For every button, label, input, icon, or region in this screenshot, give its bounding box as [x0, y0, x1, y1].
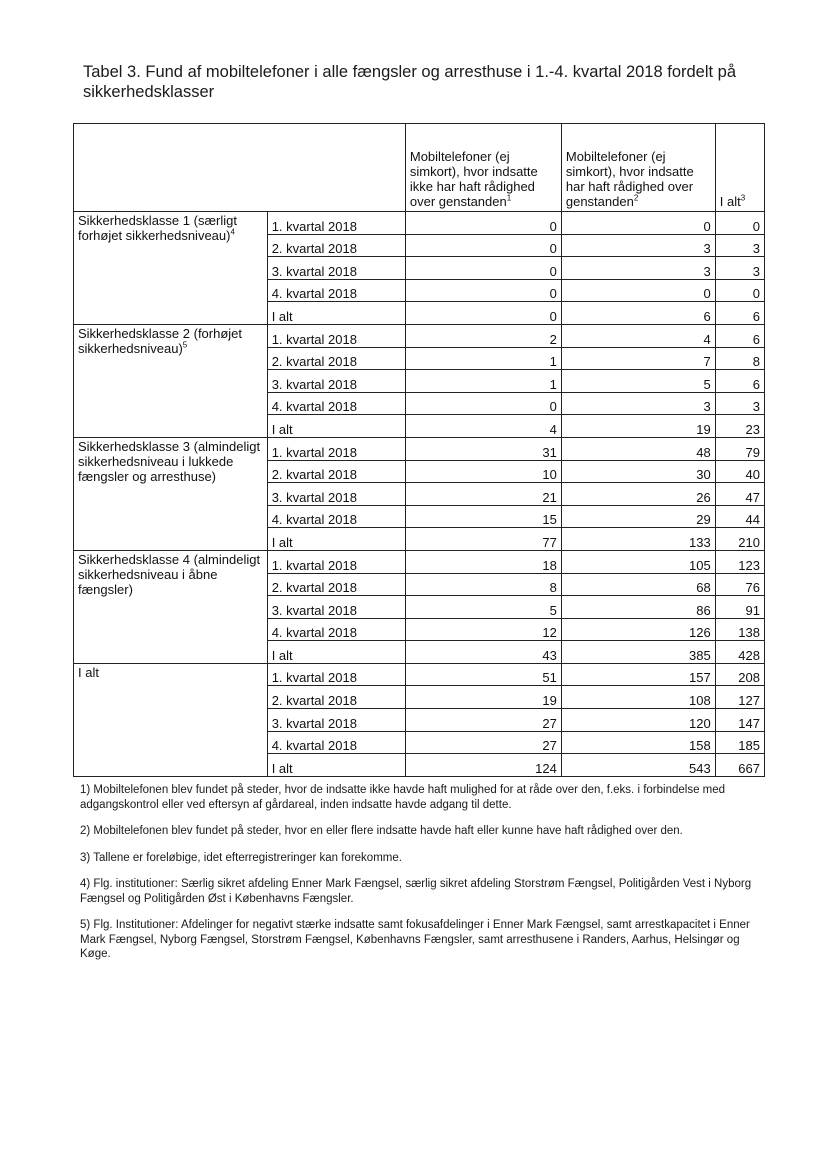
- footnote: 4) Flg. institutioner: Særlig sikret afdeling Enner Mark Fængsel, særlig sikret afdeling Storstrøm Fængsel, Politigården Vest i Nyborg Fængsel og Politigården Øst i Københavns Fængsler.: [80, 878, 752, 905]
- count-available-cell: 133: [561, 528, 715, 551]
- count-available-cell: 6: [561, 302, 715, 325]
- period-cell: I alt: [267, 641, 405, 664]
- count-available-cell: 3: [561, 257, 715, 280]
- footnotes: [80, 783, 770, 974]
- count-not-available-cell: 0: [405, 212, 561, 235]
- header-empty-cell: [74, 124, 406, 212]
- count-total-cell: 8: [715, 347, 764, 370]
- table-row: [74, 550, 765, 573]
- count-available-cell: 7: [561, 347, 715, 370]
- data-table: [73, 123, 765, 777]
- period-cell: 4. kvartal 2018: [267, 731, 405, 754]
- table-row: [74, 324, 765, 347]
- count-not-available-cell: 10: [405, 460, 561, 483]
- count-available-cell: 26: [561, 483, 715, 506]
- count-not-available-cell: 12: [405, 618, 561, 641]
- table-row: [74, 212, 765, 235]
- count-available-cell: 5: [561, 370, 715, 393]
- count-total-cell: 0: [715, 279, 764, 302]
- table-row: [74, 663, 765, 686]
- page-title: Tabel 3. Fund af mobiltelefoner i alle fængsler og arresthuse i 1.-4. kvartal 2018 fordelt på sikkerhedsklasser: [83, 63, 737, 101]
- period-cell: 1. kvartal 2018: [267, 324, 405, 347]
- period-cell: 3. kvartal 2018: [267, 596, 405, 619]
- count-total-cell: 3: [715, 234, 764, 257]
- count-total-cell: 185: [715, 731, 764, 754]
- count-available-cell: 4: [561, 324, 715, 347]
- period-cell: 2. kvartal 2018: [267, 686, 405, 709]
- count-available-cell: 19: [561, 415, 715, 438]
- period-cell: 2. kvartal 2018: [267, 347, 405, 370]
- count-total-cell: 23: [715, 415, 764, 438]
- count-not-available-cell: 31: [405, 437, 561, 460]
- count-total-cell: 79: [715, 437, 764, 460]
- header-col-not-available: Mobiltelefoner (ej simkort), hvor indsatte ikke har haft rådighed over genstanden$^1$: [405, 124, 561, 212]
- count-total-cell: 428: [715, 641, 764, 664]
- count-not-available-cell: 5: [405, 596, 561, 619]
- count-not-available-cell: 18: [405, 550, 561, 573]
- count-not-available-cell: 0: [405, 279, 561, 302]
- count-available-cell: 543: [561, 754, 715, 777]
- count-available-cell: 68: [561, 573, 715, 596]
- period-cell: 1. kvartal 2018: [267, 212, 405, 235]
- count-not-available-cell: 51: [405, 663, 561, 686]
- period-cell: 4. kvartal 2018: [267, 618, 405, 641]
- count-available-cell: 158: [561, 731, 715, 754]
- header-col-available: Mobiltelefoner (ej simkort), hvor indsatte har haft rådighed over genstanden$^2$: [561, 124, 715, 212]
- count-not-available-cell: 0: [405, 392, 561, 415]
- count-not-available-cell: 0: [405, 257, 561, 280]
- count-available-cell: 0: [561, 212, 715, 235]
- count-total-cell: 3: [715, 392, 764, 415]
- count-total-cell: 210: [715, 528, 764, 551]
- period-cell: 1. kvartal 2018: [267, 437, 405, 460]
- count-total-cell: 208: [715, 663, 764, 686]
- count-total-cell: 6: [715, 324, 764, 347]
- count-not-available-cell: 0: [405, 234, 561, 257]
- group-label-cell: Sikkerhedsklasse 1 (særligt forhøjet sikkerhedsniveau)$^4$: [74, 212, 268, 325]
- count-total-cell: 91: [715, 596, 764, 619]
- count-not-available-cell: 21: [405, 483, 561, 506]
- count-available-cell: 157: [561, 663, 715, 686]
- period-cell: 3. kvartal 2018: [267, 257, 405, 280]
- count-not-available-cell: 77: [405, 528, 561, 551]
- footnote: 5) Flg. Institutioner: Afdelinger for negativt stærke indsatte samt fokusafdelinger i Enner Mark Fængsel, samt arrestkapacitet i Enner Mark Fængsel, Nyborg Fængsel, Storstrøm Fængsel, Københavns Fængsler, samt arresthusene i Randers, Aarhus, Helsingør og Køge.: [80, 919, 750, 960]
- count-total-cell: 76: [715, 573, 764, 596]
- count-not-available-cell: 124: [405, 754, 561, 777]
- count-available-cell: 30: [561, 460, 715, 483]
- count-not-available-cell: 43: [405, 641, 561, 664]
- period-cell: 1. kvartal 2018: [267, 550, 405, 573]
- period-cell: 2. kvartal 2018: [267, 234, 405, 257]
- count-available-cell: 108: [561, 686, 715, 709]
- count-available-cell: 3: [561, 234, 715, 257]
- count-available-cell: 126: [561, 618, 715, 641]
- period-cell: 2. kvartal 2018: [267, 573, 405, 596]
- count-not-available-cell: 27: [405, 709, 561, 732]
- period-cell: 4. kvartal 2018: [267, 505, 405, 528]
- count-total-cell: 44: [715, 505, 764, 528]
- count-available-cell: 0: [561, 279, 715, 302]
- count-not-available-cell: 4: [405, 415, 561, 438]
- period-cell: 2. kvartal 2018: [267, 460, 405, 483]
- period-cell: 3. kvartal 2018: [267, 370, 405, 393]
- period-cell: 4. kvartal 2018: [267, 392, 405, 415]
- period-cell: 4. kvartal 2018: [267, 279, 405, 302]
- count-available-cell: 385: [561, 641, 715, 664]
- count-not-available-cell: 19: [405, 686, 561, 709]
- period-cell: I alt: [267, 415, 405, 438]
- count-total-cell: 6: [715, 302, 764, 325]
- period-cell: I alt: [267, 754, 405, 777]
- count-not-available-cell: 27: [405, 731, 561, 754]
- count-not-available-cell: 15: [405, 505, 561, 528]
- footnote: 1) Mobiltelefonen blev fundet på steder, hvor de indsatte ikke havde haft mulighed for at råde over den, f.eks. i forbindelse med adgangskontrol eller ved eftersyn af gårdareal, inden indsatte havde adgang til dette.: [80, 784, 726, 811]
- count-available-cell: 48: [561, 437, 715, 460]
- count-total-cell: 147: [715, 709, 764, 732]
- count-total-cell: 667: [715, 754, 764, 777]
- count-not-available-cell: 1: [405, 347, 561, 370]
- footnote: 3) Tallene er foreløbige, idet efterregistreringer kan forekomme.: [80, 851, 402, 864]
- count-total-cell: 47: [715, 483, 764, 506]
- count-available-cell: 120: [561, 709, 715, 732]
- group-label-cell: Sikkerhedsklasse 4 (almindeligt sikkerhedsniveau i åbne fængsler): [74, 550, 268, 663]
- count-total-cell: 0: [715, 212, 764, 235]
- group-label-cell: Sikkerhedsklasse 3 (almindeligt sikkerhedsniveau i lukkede fængsler og arresthuse): [74, 437, 268, 550]
- group-label-cell: I alt: [74, 663, 268, 776]
- period-cell: 3. kvartal 2018: [267, 483, 405, 506]
- count-total-cell: 3: [715, 257, 764, 280]
- count-total-cell: 123: [715, 550, 764, 573]
- header-col-total: I alt$^3$: [715, 124, 764, 212]
- count-not-available-cell: 0: [405, 302, 561, 325]
- count-total-cell: 127: [715, 686, 764, 709]
- footnote: 2) Mobiltelefonen blev fundet på steder, hvor en eller flere indsatte havde haft eller kunne have haft rådighed over den.: [80, 825, 683, 837]
- period-cell: 3. kvartal 2018: [267, 709, 405, 732]
- count-available-cell: 29: [561, 505, 715, 528]
- table-header-row: [74, 124, 765, 212]
- period-cell: 1. kvartal 2018: [267, 663, 405, 686]
- count-total-cell: 40: [715, 460, 764, 483]
- count-available-cell: 86: [561, 596, 715, 619]
- count-total-cell: 6: [715, 370, 764, 393]
- count-not-available-cell: 2: [405, 324, 561, 347]
- table-row: [74, 437, 765, 460]
- period-cell: I alt: [267, 302, 405, 325]
- count-available-cell: 105: [561, 550, 715, 573]
- group-label-cell: Sikkerhedsklasse 2 (forhøjet sikkerhedsniveau)$^5$: [74, 324, 268, 437]
- count-total-cell: 138: [715, 618, 764, 641]
- period-cell: I alt: [267, 528, 405, 551]
- count-not-available-cell: 1: [405, 370, 561, 393]
- count-available-cell: 3: [561, 392, 715, 415]
- count-not-available-cell: 8: [405, 573, 561, 596]
